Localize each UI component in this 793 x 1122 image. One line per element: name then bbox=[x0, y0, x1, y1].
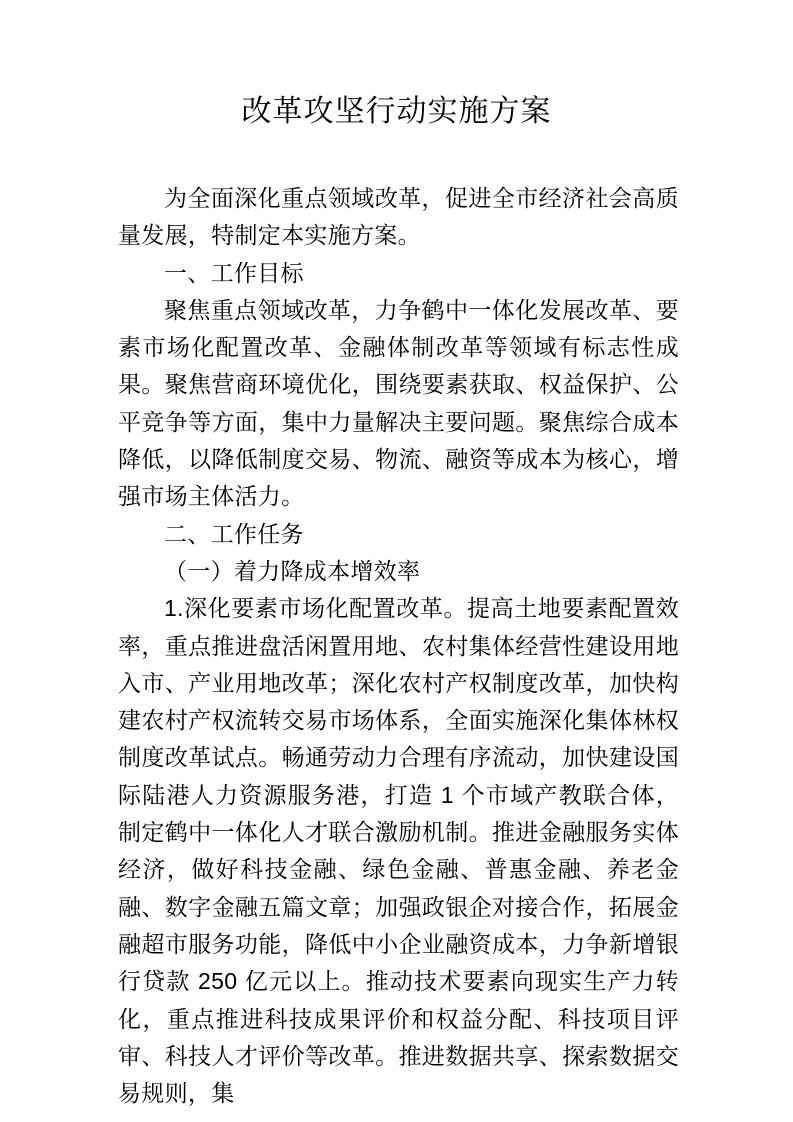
paragraph-work-goals: 聚焦重点领域改革，力争鹤中一体化发展改革、要素市场化配置改革、金融体制改革等领域有标志性成果。聚焦营商环境优化，围绕要素获取、权益保护、公平竞争等方面，集中力量解决主要问题。聚焦综合成本降低，以降低制度交易、物流、融资等成本为核心，增强市场主体活力。 bbox=[118, 296, 679, 510]
heading-work-tasks: 二、工作任务 bbox=[164, 520, 304, 547]
heading-work-goals: 一、工作目标 bbox=[164, 259, 304, 286]
document-body bbox=[118, 180, 679, 1112]
document-title: 改革攻坚行动实施方案 bbox=[241, 95, 552, 128]
paragraph-factor-market-reform: 1.深化要素市场化配置改革。提高土地要素配置效率，重点推进盘活闲置用地、农村集体经营性建设用地入市、产业用地改革；深化农村产权制度改革，加快构建农村产权流转交易市场体系，全面实施深化集体林权制度改革试点。畅通劳动力合理有序流动，加快建设国际陆港人力资源服务港，打造 1 个市域产教联合体，制定鹤中一体化人才联合激励机制。推进金融服务实体经济，做好科技金融、绿色金融、普惠金融、养老金融、数字金融五篇文章；加强政银企对接合作，拓展金融超市服务功能，降低中小企业融资成本，力争新增银行贷款 250 亿元以上。推动技术要素向现实生产力转化，重点推进科技成果评价和权益分配、科技项目评审、科技人才评价等改革。推进数据共享、探索数据交易规则，集 bbox=[118, 595, 679, 1107]
heading-reduce-cost-increase-efficiency: （一）着力降成本增效率 bbox=[164, 557, 421, 584]
paragraph-preamble: 为全面深化重点领域改革，促进全市经济社会高质量发展，特制定本实施方案。 bbox=[118, 185, 679, 249]
